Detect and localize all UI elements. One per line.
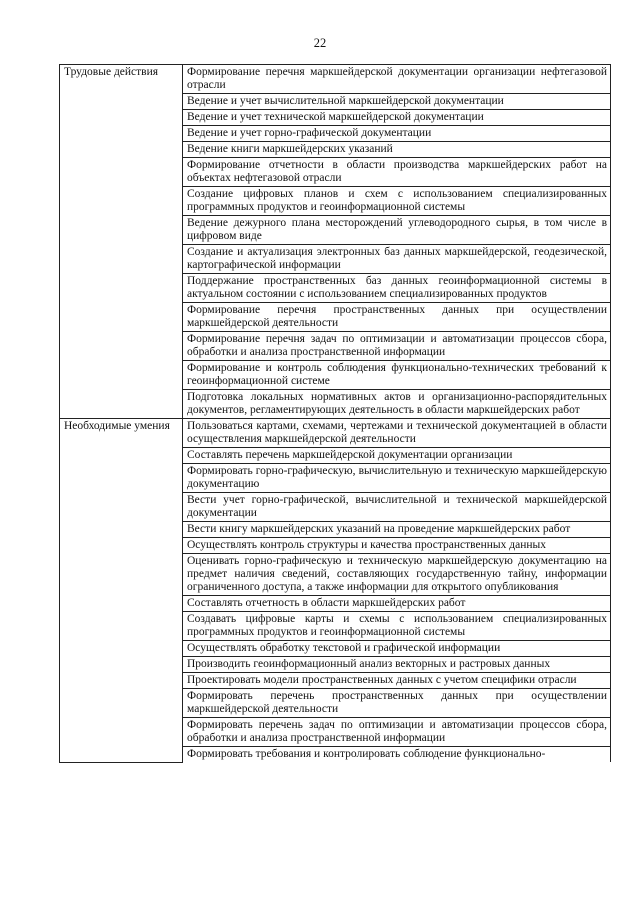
section-item: Проектировать модели пространственных данных с учетом специфики отрасли bbox=[183, 673, 611, 689]
section-item: Формирование и контроль соблюдения функционально-технических требований к геоинформационной системе bbox=[183, 361, 611, 390]
section-item: Вести учет горно-графической, вычислительной и технической маркшейдерской документации bbox=[183, 493, 611, 522]
section-item: Создавать цифровые карты и схемы с использованием специализированных программных продуктов и геоинформационной системы bbox=[183, 612, 611, 641]
section-item: Создание и актуализация электронных баз данных маркшейдерской, геодезической, картографической информации bbox=[183, 245, 611, 274]
section-item: Поддержание пространственных баз данных геоинформационной системы в актуальном состоянии с использованием специализированных продуктов bbox=[183, 274, 611, 303]
section-item: Формировать перечень задач по оптимизации и автоматизации процессов сбора, обработки и анализа пространственной информации bbox=[183, 718, 611, 747]
section-item: Формирование перечня пространственных данных при осуществлении маркшейдерской деятельности bbox=[183, 303, 611, 332]
section-item: Создание цифровых планов и схем с использованием специализированных программных продуктов и геоинформационной системы bbox=[183, 187, 611, 216]
section-item: Осуществлять контроль структуры и качества пространственных данных bbox=[183, 538, 611, 554]
section-item: Ведение и учет технической маркшейдерской документации bbox=[183, 110, 611, 126]
section-item: Оценивать горно-графическую и техническую маркшейдерскую документацию на предмет наличия сведений, составляющих государственную тайну, информации ограниченного доступа, а также информации для открытого опубликования bbox=[183, 554, 611, 596]
section-item: Ведение и учет вычислительной маркшейдерской документации bbox=[183, 94, 611, 110]
section-item: Ведение книги маркшейдерских указаний bbox=[183, 142, 611, 158]
section-item: Ведение дежурного плана месторождений углеводородного сырья, в том числе в цифровом виде bbox=[183, 216, 611, 245]
qualification-table-body bbox=[60, 65, 611, 763]
section-item: Формирование отчетности в области производства маркшейдерских работ на объектах нефтегазовой отрасли bbox=[183, 158, 611, 187]
section-item: Осуществлять обработку текстовой и графической информации bbox=[183, 641, 611, 657]
qualification-table bbox=[59, 64, 611, 763]
section-item: Формировать требования и контролировать соблюдение функционально- bbox=[183, 747, 611, 763]
table-row bbox=[60, 65, 611, 94]
section-item: Формирование перечня маркшейдерской документации организации нефтегазовой отрасли bbox=[183, 65, 611, 94]
section-item: Составлять перечень маркшейдерской документации организации bbox=[183, 448, 611, 464]
section-item: Формировать перечень пространственных данных при осуществлении маркшейдерской деятельности bbox=[183, 689, 611, 718]
table-row bbox=[60, 419, 611, 448]
section-item: Формировать горно-графическую, вычислительную и техническую маркшейдерскую документацию bbox=[183, 464, 611, 493]
section-item: Формирование перечня задач по оптимизации и автоматизации процессов сбора, обработки и анализа пространственной информации bbox=[183, 332, 611, 361]
section-category: Необходимые умения bbox=[60, 419, 183, 763]
section-item: Производить геоинформационный анализ векторных и растровых данных bbox=[183, 657, 611, 673]
section-item: Ведение и учет горно-графической документации bbox=[183, 126, 611, 142]
section-item: Составлять отчетность в области маркшейдерских работ bbox=[183, 596, 611, 612]
section-category: Трудовые действия bbox=[60, 65, 183, 419]
section-item: Вести книгу маркшейдерских указаний на проведение маркшейдерских работ bbox=[183, 522, 611, 538]
section-item: Подготовка локальных нормативных актов и организационно-распорядительных документов, регламентирующих деятельность в области маркшейдерских работ bbox=[183, 390, 611, 419]
section-item: Пользоваться картами, схемами, чертежами и технической документацией в области осуществления маркшейдерской деятельности bbox=[183, 419, 611, 448]
page-number: 22 bbox=[313, 36, 327, 50]
